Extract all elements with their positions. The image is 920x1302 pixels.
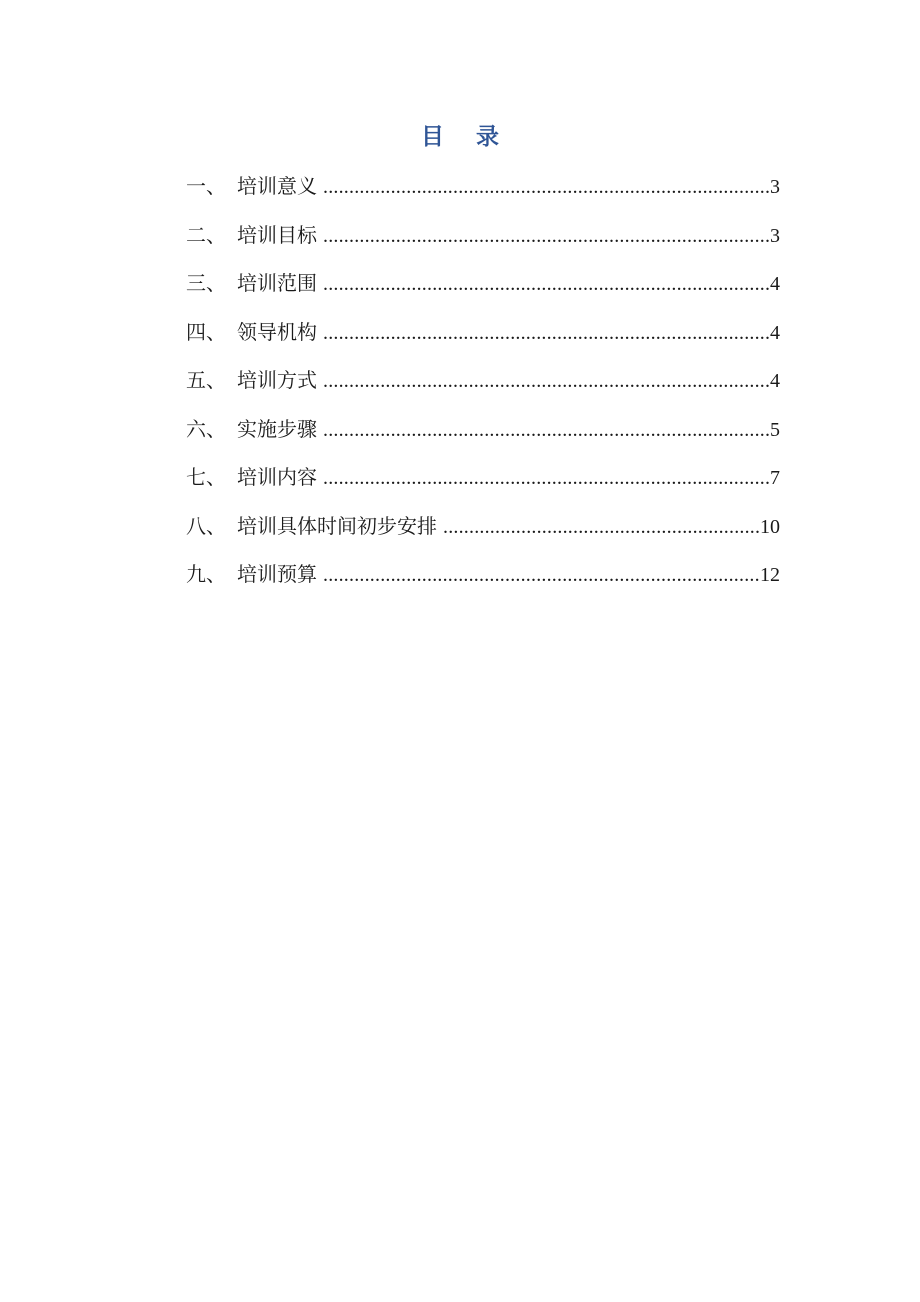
toc-entry-page: 3 (770, 224, 780, 247)
toc-entry[interactable] (186, 457, 780, 506)
toc-list (186, 166, 780, 603)
toc-entry[interactable] (186, 263, 780, 312)
toc-entry-number: 五、 (186, 368, 226, 392)
toc-dot-leader (323, 458, 769, 498)
toc-entry-title: 领导机构 (237, 319, 317, 344)
toc-entry-number: 三、 (186, 271, 226, 295)
toc-entry-page: 4 (770, 273, 780, 295)
toc-entry-title: 培训目标 (237, 222, 317, 247)
toc-entry-page: 10 (760, 515, 780, 538)
toc-entry[interactable] (186, 215, 780, 264)
toc-entry-title: 培训具体时间初步安排 (237, 513, 437, 538)
toc-entry-title: 培训范围 (237, 271, 317, 295)
toc-title: 目 录 (420, 123, 511, 150)
toc-entry[interactable] (186, 409, 780, 458)
toc-entry-page: 4 (770, 321, 780, 344)
toc-dot-leader (323, 216, 769, 256)
toc-dot-leader (443, 507, 759, 547)
toc-entry[interactable] (186, 166, 780, 215)
toc-entry[interactable] (186, 360, 780, 409)
toc-entry-page: 5 (770, 418, 780, 441)
toc-dot-leader (323, 264, 769, 304)
toc-entry-number: 九、 (186, 562, 226, 586)
toc-entry[interactable] (186, 554, 780, 603)
toc-entry[interactable] (186, 312, 780, 361)
toc-entry-number: 六、 (186, 416, 226, 441)
toc-dot-leader (323, 410, 769, 450)
toc-entry-title: 培训方式 (237, 368, 317, 392)
toc-entry-page: 4 (770, 370, 780, 392)
toc-entry-page: 7 (770, 467, 780, 489)
toc-entry-page: 12 (760, 564, 780, 586)
toc-entry-title: 培训预算 (237, 562, 317, 586)
toc-entry-number: 一、 (186, 174, 226, 198)
toc-entry[interactable] (186, 506, 780, 555)
toc-entry-page: 3 (770, 176, 780, 198)
toc-entry-number: 四、 (186, 319, 226, 344)
toc-entry-title: 实施步骤 (237, 416, 317, 441)
toc-dot-leader (323, 361, 769, 401)
toc-entry-title: 培训内容 (237, 465, 317, 489)
toc-entry-number: 八、 (186, 513, 226, 538)
toc-entry-number: 二、 (186, 222, 226, 247)
toc-dot-leader (323, 555, 759, 595)
toc-dot-leader (323, 313, 769, 353)
toc-entry-number: 七、 (186, 465, 226, 489)
toc-entry-title: 培训意义 (237, 174, 317, 198)
toc-dot-leader (323, 167, 769, 207)
